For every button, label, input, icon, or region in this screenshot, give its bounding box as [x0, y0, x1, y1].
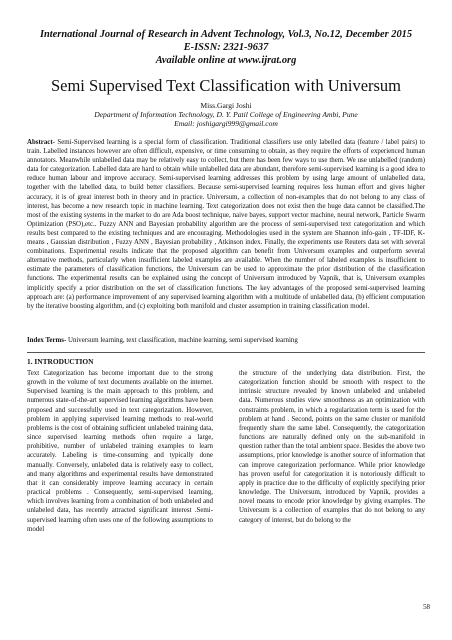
page-number: 58 [423, 604, 430, 611]
index-terms [27, 336, 425, 345]
journal-issn: E-ISSN: 2321-9637 [183, 42, 269, 53]
abstract-text: Semi-Supervised learning is a special form of classification. Traditional classifiers use only labelled data (feature / label pairs) to train. Labelled instances however are often difficult, expensive, or time consuming to obtain, as they require the efforts of experienced human annotators. Meanwhile unlabelled data may be relatively easy to collect, but there has been few ways to use them. We use unlabelled (random) data for categorization. Labelled data are hard to obtain while unlabelled data are abundant, therefore semi-supervised learning is a good idea to reduce human labour and improve accuracy. Semi-supervised learning addresses this problem by using large amount of unlabelled data, together with the labelled data, to build better classifiers. Because semi-supervised learning requires less human effort and gives higher accuracy, it is of great interest both in theory and in practice. Universum, a collection of non-examples that do not belong to any class of interest, has become a new research topic in machine learning. Text categorization does not exist then the huge data cannot be classified.The most of the existing systems in the market to do are Ada boost technique, naive bayes, support vector machine, neural network, Particle Swarm Optimization (PSO),etc.. Fuzzy ANN and Bayesian probability algorithm are the process of semi-supervised text categorization and which results best compared to the existing techniques and are encouraging. Methodologies used in the system are Shannon info-gain , TF-IDF, K-means , Gaussian distribution , Fuzzy ANN , Bayesian probability , Atkinson index. Finally, the experiments use Reuters data set with several combinations. Experimental results indicate that the proposed algorithm can benefit from Universum examples and outperform several alternative methods, particularly when insufficient labeled examples are available. When the number of labeled examples is insufficient to estimate the parameters of classification functions, the Universum can be used to approximate the prior distribution of the classification functions. The experimental results can be explained using the concept of Universum introduced by Vapnik, that is, Universum examples implicitly specify a prior distribution on the set of classification functions. The key advantages of the proposed semi-supervised learning approach are: (a) performance improvement of any supervised learning algorithm with a multitude of unlabelled data, (b) efficient computation by the iterative boosting algorithm, and (c) exploiting both manifold and cluster assumption in training classification model. [27, 139, 425, 310]
right-column-text: the structure of the underlying data distribution. First, the categorization function should be smooth with respect to the intrinsic structure revealed by known unlabeled and unlabeled data. Numerous studies view smoothness as an optimization with constraints problem, in which a regularization term is used for the problem at hand . Second, points on the same cluster or manifold frequently share the same label. Consequently, the categorization functions are naturally defined only on the sub-manifold in question rather than the total ambient space. Besides the above two assumptions, prior knowledge is another source of information that can improve categorization performance. While prior knowledge has proven useful for categorization it is notoriously difficult to apply in practice due to the difficulty of explicitly specifying prior knowledge. The Universum, introduced by Vapnik, provides a novel means to encode prior knowledge by giving examples. The Universum is a collection of examples that do not belong to any category of interest, but do belong to the [239, 370, 425, 524]
section-divider [27, 352, 425, 353]
author-name: Miss.Gargi Joshi [200, 101, 252, 110]
paper-title: Semi Supervised Text Classification with Universum [50, 76, 402, 95]
author-email: Email: joshigargi999@gmail.com [174, 119, 278, 128]
author-affiliation: Department of Information Technology, D. Y. Patil College of Engineering Ambi, Pune [94, 110, 358, 119]
abstract-label: Abstract- [27, 139, 55, 146]
index-terms-text: Universum learning, text classification, machine learning, semi supervised learning [66, 337, 298, 344]
left-column-text: Text Categorization has become important due to the strong growth in the volume of text documents available on the internet. Supervised learning is the main approach to this problem, and numerous state-of-the-art supervised learning algorithms have been proposed and successfully used in text categorization. However, problem in applying supervised learning methods to real-world problems is the cost of obtaining sufficient unlabeled training data, since supervised learning methods often require a large, prohibitive, number of unlabeled training examples to learn accurately. Labeling is time-consuming and typically done manually. Conversely, unlabeled data is relatively easy to collect, and many algorithms and experimental results have demonstrated that it can considerably improve learning accuracy in certain practical problems . Consequently, semi-supervised learning, which involves learning from a combination of both unlabeled and unlabeled data, has recently attracted significant interest .Semi-supervised learning often uses one of the following assumptions to model [27, 370, 213, 533]
index-terms-label: Index Terms- [27, 337, 67, 344]
abstract [27, 138, 425, 311]
section-heading: 1. INTRODUCTION [27, 357, 94, 366]
journal-name: International Journal of Research in Advent Technology, Vol.3, No.12, December 2015 [39, 29, 413, 40]
journal-website: Available online at www.ijrat.org [155, 55, 297, 66]
